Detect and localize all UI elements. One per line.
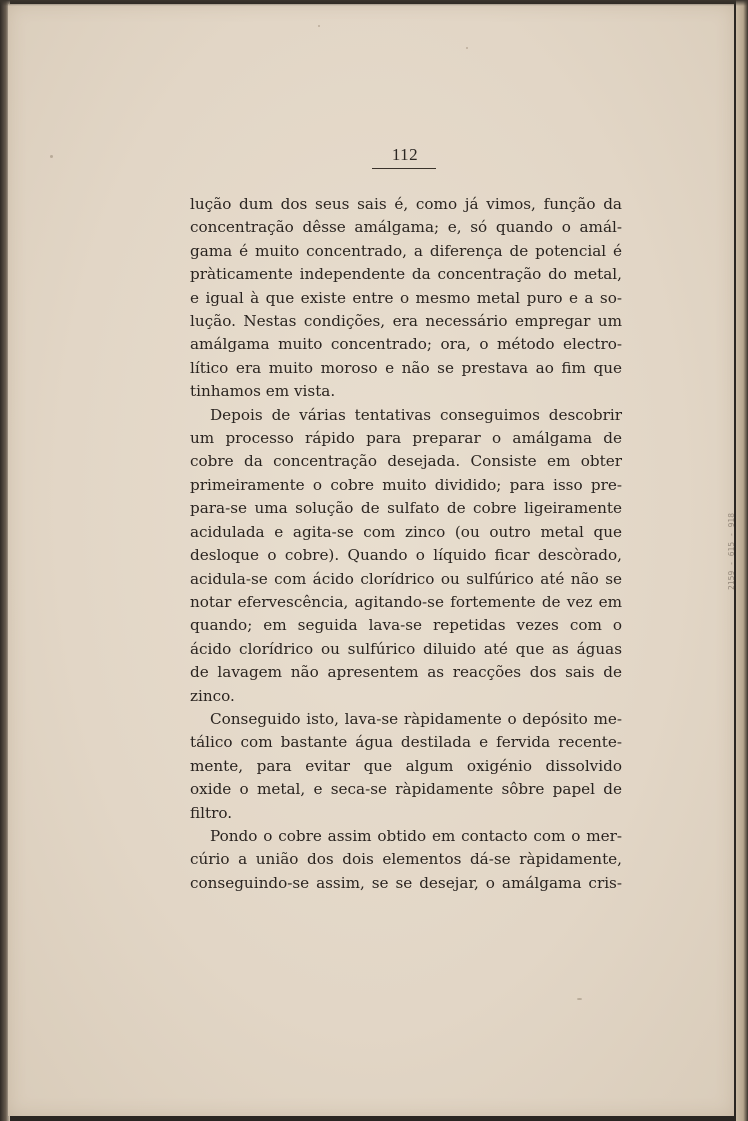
text-line: zinco. — [190, 686, 235, 705]
text-line: acidulada e agita-se com zinco (ou outro metal que — [190, 522, 622, 541]
body-text — [190, 193, 622, 895]
page-number-rule — [372, 168, 436, 169]
text-line: Conseguido isto, lava-se ràpidamente o depósito me- — [210, 709, 622, 728]
text-line: um processo rápido para preparar o amálgama de — [190, 429, 622, 448]
text-line: acidula-se com ácido clorídrico ou sulfúrico até não se — [190, 569, 622, 588]
text-line: desloque o cobre). Quando o líquido ficar descòrado, — [190, 546, 622, 565]
text-line: primeiramente o cobre muito dividido; para isso pre- — [190, 475, 622, 494]
paper-speck — [50, 155, 53, 158]
text-line: concentração dêsse amálgama; e, só quando o amál- — [190, 218, 622, 237]
text-line: para-se uma solução de sulfato de cobre ligeiramente — [190, 499, 622, 518]
text-line: gama é muito concentrado, a diferença de potencial é — [190, 241, 622, 260]
paper-speck — [577, 998, 582, 1000]
paper-speck — [466, 47, 468, 49]
paper-speck — [318, 25, 320, 27]
text-line: tálico com bastante água destilada e fervida recente- — [190, 733, 622, 752]
text-line: Pondo o cobre assim obtido em contacto com o mer- — [210, 826, 622, 845]
text-line: conseguindo-se assim, se se desejar, o amálgama cris- — [190, 873, 622, 892]
text-line: tinhamos em vista. — [190, 382, 336, 401]
margin-stamp: 2159 - 615 - 918 — [727, 512, 736, 590]
page-number: 112 — [391, 145, 419, 164]
text-line: lítico era muito moroso e não se prestava ao fim que — [190, 358, 622, 377]
text-line: de lavagem não apresentem as reacções dos sais de — [190, 663, 622, 682]
text-line: notar efervescência, agitando-se fortemente de vez em — [190, 592, 622, 611]
text-line: cúrio a união dos dois elementos dá-se ràpidamente, — [190, 850, 622, 869]
top-shadow — [0, 0, 748, 6]
text-line: quando; em seguida lava-se repetidas vezes com o — [190, 616, 622, 635]
text-line: lução. Nestas condições, era necessário empregar um — [190, 312, 622, 331]
text-line: oxide o metal, e seca-se ràpidamente sôbre papel de — [190, 780, 622, 799]
text-line: filtro. — [190, 803, 233, 822]
text-line: amálgama muito concentrado; ora, o método electro- — [190, 335, 622, 354]
text-line: cobre da concentração desejada. Consiste em obter — [190, 452, 622, 471]
text-line: e igual à que existe entre o mesmo metal puro e a so- — [190, 288, 622, 307]
text-line: Depois de várias tentativas conseguimos descobrir — [210, 405, 622, 424]
text-line: mente, para evitar que algum oxigénio dissolvido — [190, 756, 622, 775]
text-line: lução dum dos seus sais é, como já vimos, função da — [190, 195, 622, 213]
text-line: ácido clorídrico ou sulfúrico diluido até que as águas — [190, 639, 622, 658]
text-line: pràticamente independente da concentração do metal, — [190, 265, 622, 284]
